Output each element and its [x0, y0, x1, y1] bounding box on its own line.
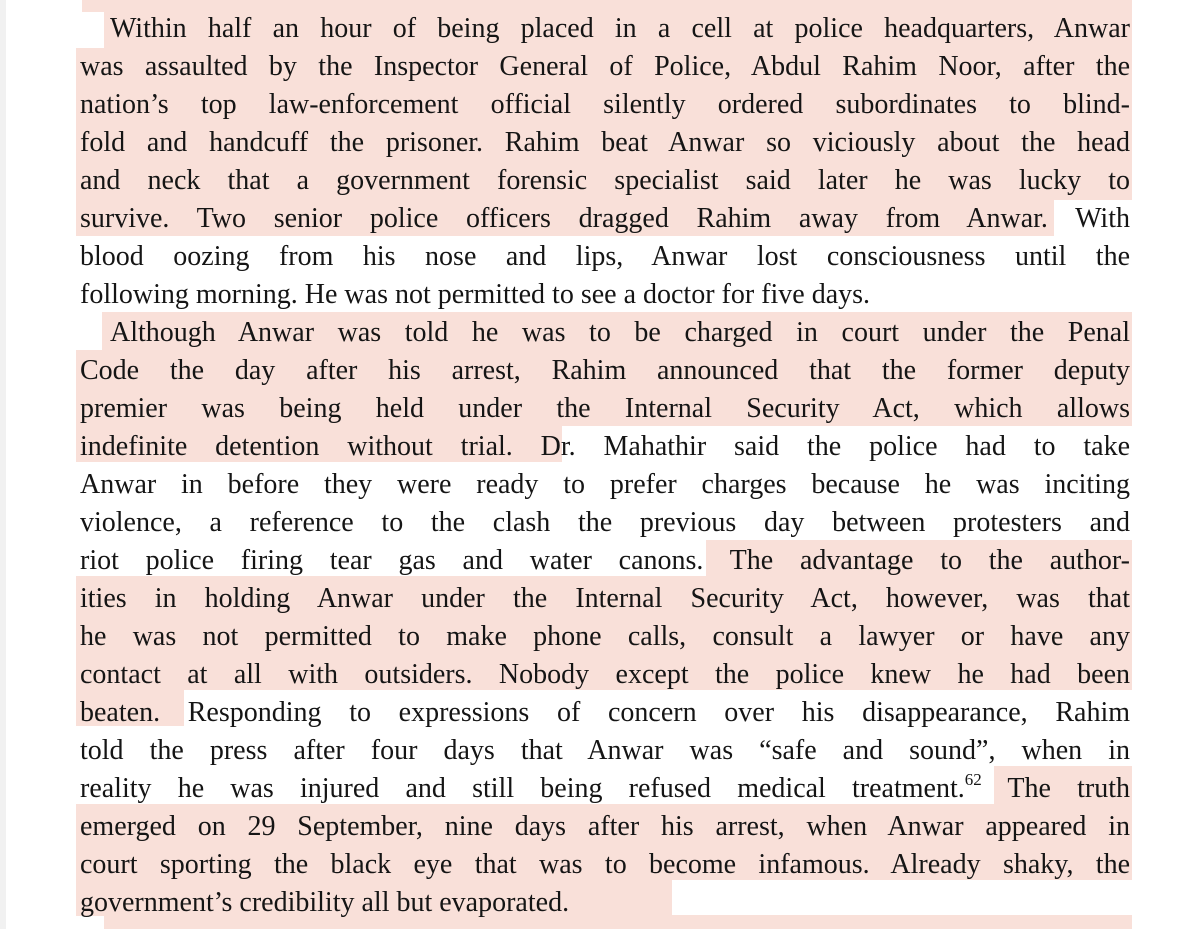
text-line: riot police firing tear gas and water canons. The advantage to the author-: [80, 545, 1130, 576]
text-line: beaten. Responding to expressions of concern over his disappearance, Rahim: [80, 697, 1130, 728]
text-segment: reality he was injured and still being refused medical treatment.: [80, 773, 965, 804]
footnote-marker[interactable]: 62: [964, 769, 982, 789]
page-spine-shadow: [0, 0, 6, 929]
text-line: contact at all with outsiders. Nobody except the police knew he had been: [80, 659, 1130, 690]
text-line: Code the day after his arrest, Rahim announced that the former deputy: [80, 355, 1130, 386]
text-line: and neck that a government forensic specialist said later he was lucky to: [80, 165, 1130, 196]
text-line-with-footnote: [80, 770, 1130, 808]
text-line: ities in holding Anwar under the Internal Security Act, however, was that: [80, 583, 1130, 614]
text-line: Anwar in before they were ready to prefer charges because he was inciting: [80, 469, 1130, 500]
text-line: court sporting the black eye that was to become infamous. Already shaky, the: [80, 849, 1130, 880]
text-line: indefinite detention without trial. Dr. Mahathir said the police had to take: [80, 431, 1130, 462]
text-line: nation’s top law-enforcement official silently ordered subordinates to blind-: [80, 89, 1130, 120]
text-line: government’s credibility all but evaporated.: [80, 887, 570, 918]
text-segment: The truth: [981, 773, 1130, 804]
text-line: told the press after four days that Anwar was “safe and sound”, when in: [80, 735, 1130, 766]
text-line: survive. Two senior police officers dragged Rahim away from Anwar. With: [80, 203, 1130, 234]
text-line: Although Anwar was told he was to be charged in court under the Penal: [110, 317, 1130, 348]
text-line: Within half an hour of being placed in a cell at police headquarters, Anwar: [110, 13, 1130, 44]
text-line: violence, a reference to the clash the previous day between protesters and: [80, 507, 1130, 538]
text-line: blood oozing from his nose and lips, Anwar lost consciousness until the: [80, 241, 1130, 272]
text-line: fold and handcuff the prisoner. Rahim beat Anwar so viciously about the head: [80, 127, 1130, 158]
text-line: premier was being held under the Internal Security Act, which allows: [80, 393, 1130, 424]
text-line: emerged on 29 September, nine days after his arrest, when Anwar appeared in: [80, 811, 1130, 842]
text-line: following morning. He was not permitted to see a doctor for five days.: [80, 279, 871, 310]
text-line: was assaulted by the Inspector General of Police, Abdul Rahim Noor, after the: [80, 51, 1130, 82]
text-line: he was not permitted to make phone calls, consult a lawyer or have any: [80, 621, 1130, 652]
